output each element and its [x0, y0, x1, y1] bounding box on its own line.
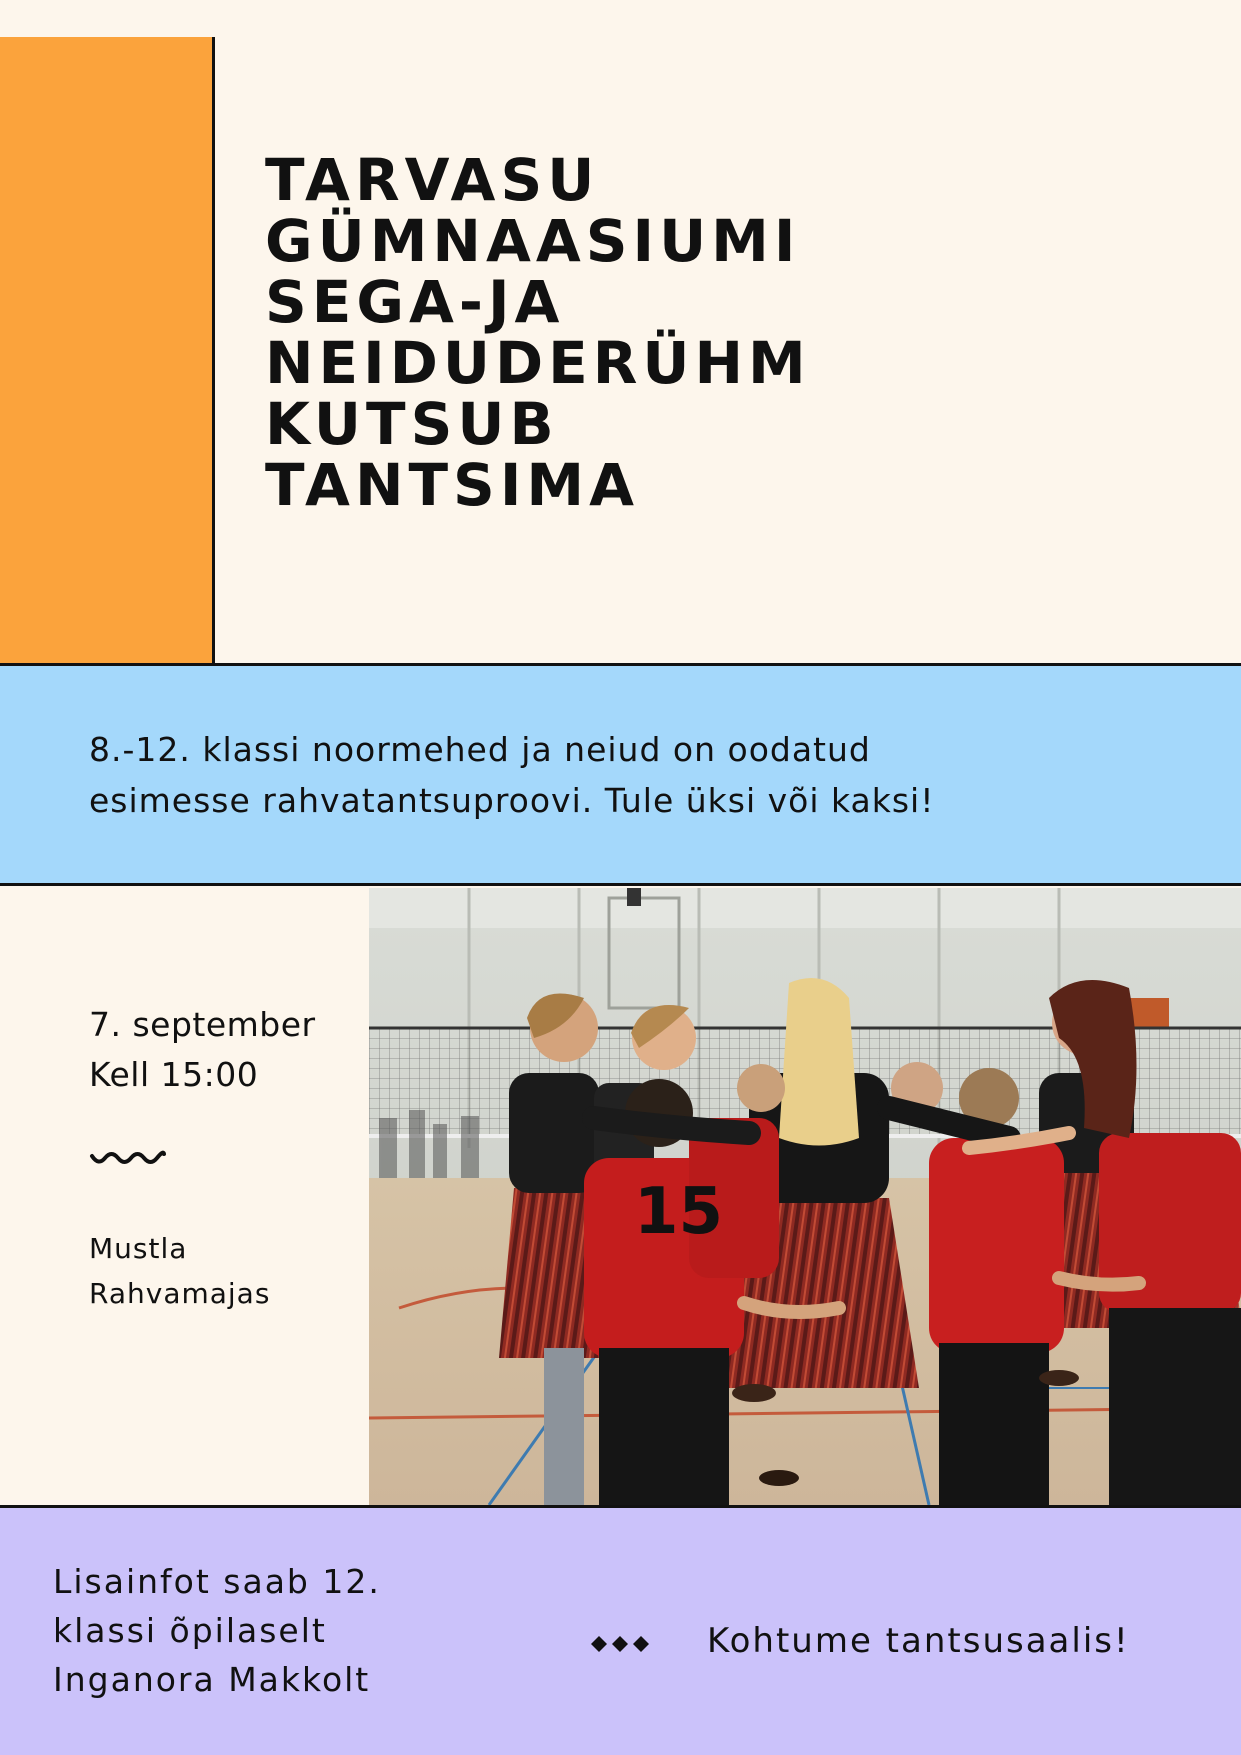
event-details — [0, 886, 369, 1507]
dance-photo-illustration — [369, 888, 1241, 1505]
venue-line: Rahvamajas — [89, 1277, 271, 1310]
poster-title — [265, 146, 811, 519]
title-line: TANTSIMA — [265, 451, 640, 519]
intro-line: 8.-12. klassi noormehed ja neiud on oodatud — [89, 730, 871, 769]
event-date: 7. september — [89, 1005, 316, 1044]
contact-line: Inganora Makkolt — [53, 1660, 371, 1699]
diamond-ornament-icon — [589, 1634, 651, 1654]
contact-line: Lisainfot saab 12. — [53, 1562, 381, 1601]
wave-divider-icon — [89, 1148, 167, 1168]
title-line: NEIDUDERÜHM — [265, 329, 811, 397]
intro-band — [0, 663, 1241, 886]
closing-message: Kohtume tantsusaalis! — [707, 1621, 1130, 1661]
event-venue — [89, 1226, 270, 1316]
contact-line: klassi õpilaselt — [53, 1611, 327, 1650]
intro-line: esimesse rahvatantsuproovi. Tule üksi või kaksi! — [89, 781, 935, 820]
title-line: GÜMNAASIUMI — [265, 207, 801, 275]
orange-accent-block — [0, 37, 215, 663]
footer-band — [0, 1505, 1241, 1755]
event-datetime — [89, 1000, 316, 1100]
event-time: Kell 15:00 — [89, 1055, 259, 1094]
folk-dance-photo — [369, 888, 1241, 1505]
contact-info — [53, 1557, 381, 1704]
venue-line: Mustla — [89, 1232, 188, 1265]
title-line: TARVASU — [265, 146, 600, 214]
svg-text:15: 15 — [634, 1175, 724, 1249]
intro-text — [89, 724, 934, 826]
title-line: KUTSUB — [265, 390, 559, 458]
title-line: SEGA-JA — [265, 268, 565, 336]
